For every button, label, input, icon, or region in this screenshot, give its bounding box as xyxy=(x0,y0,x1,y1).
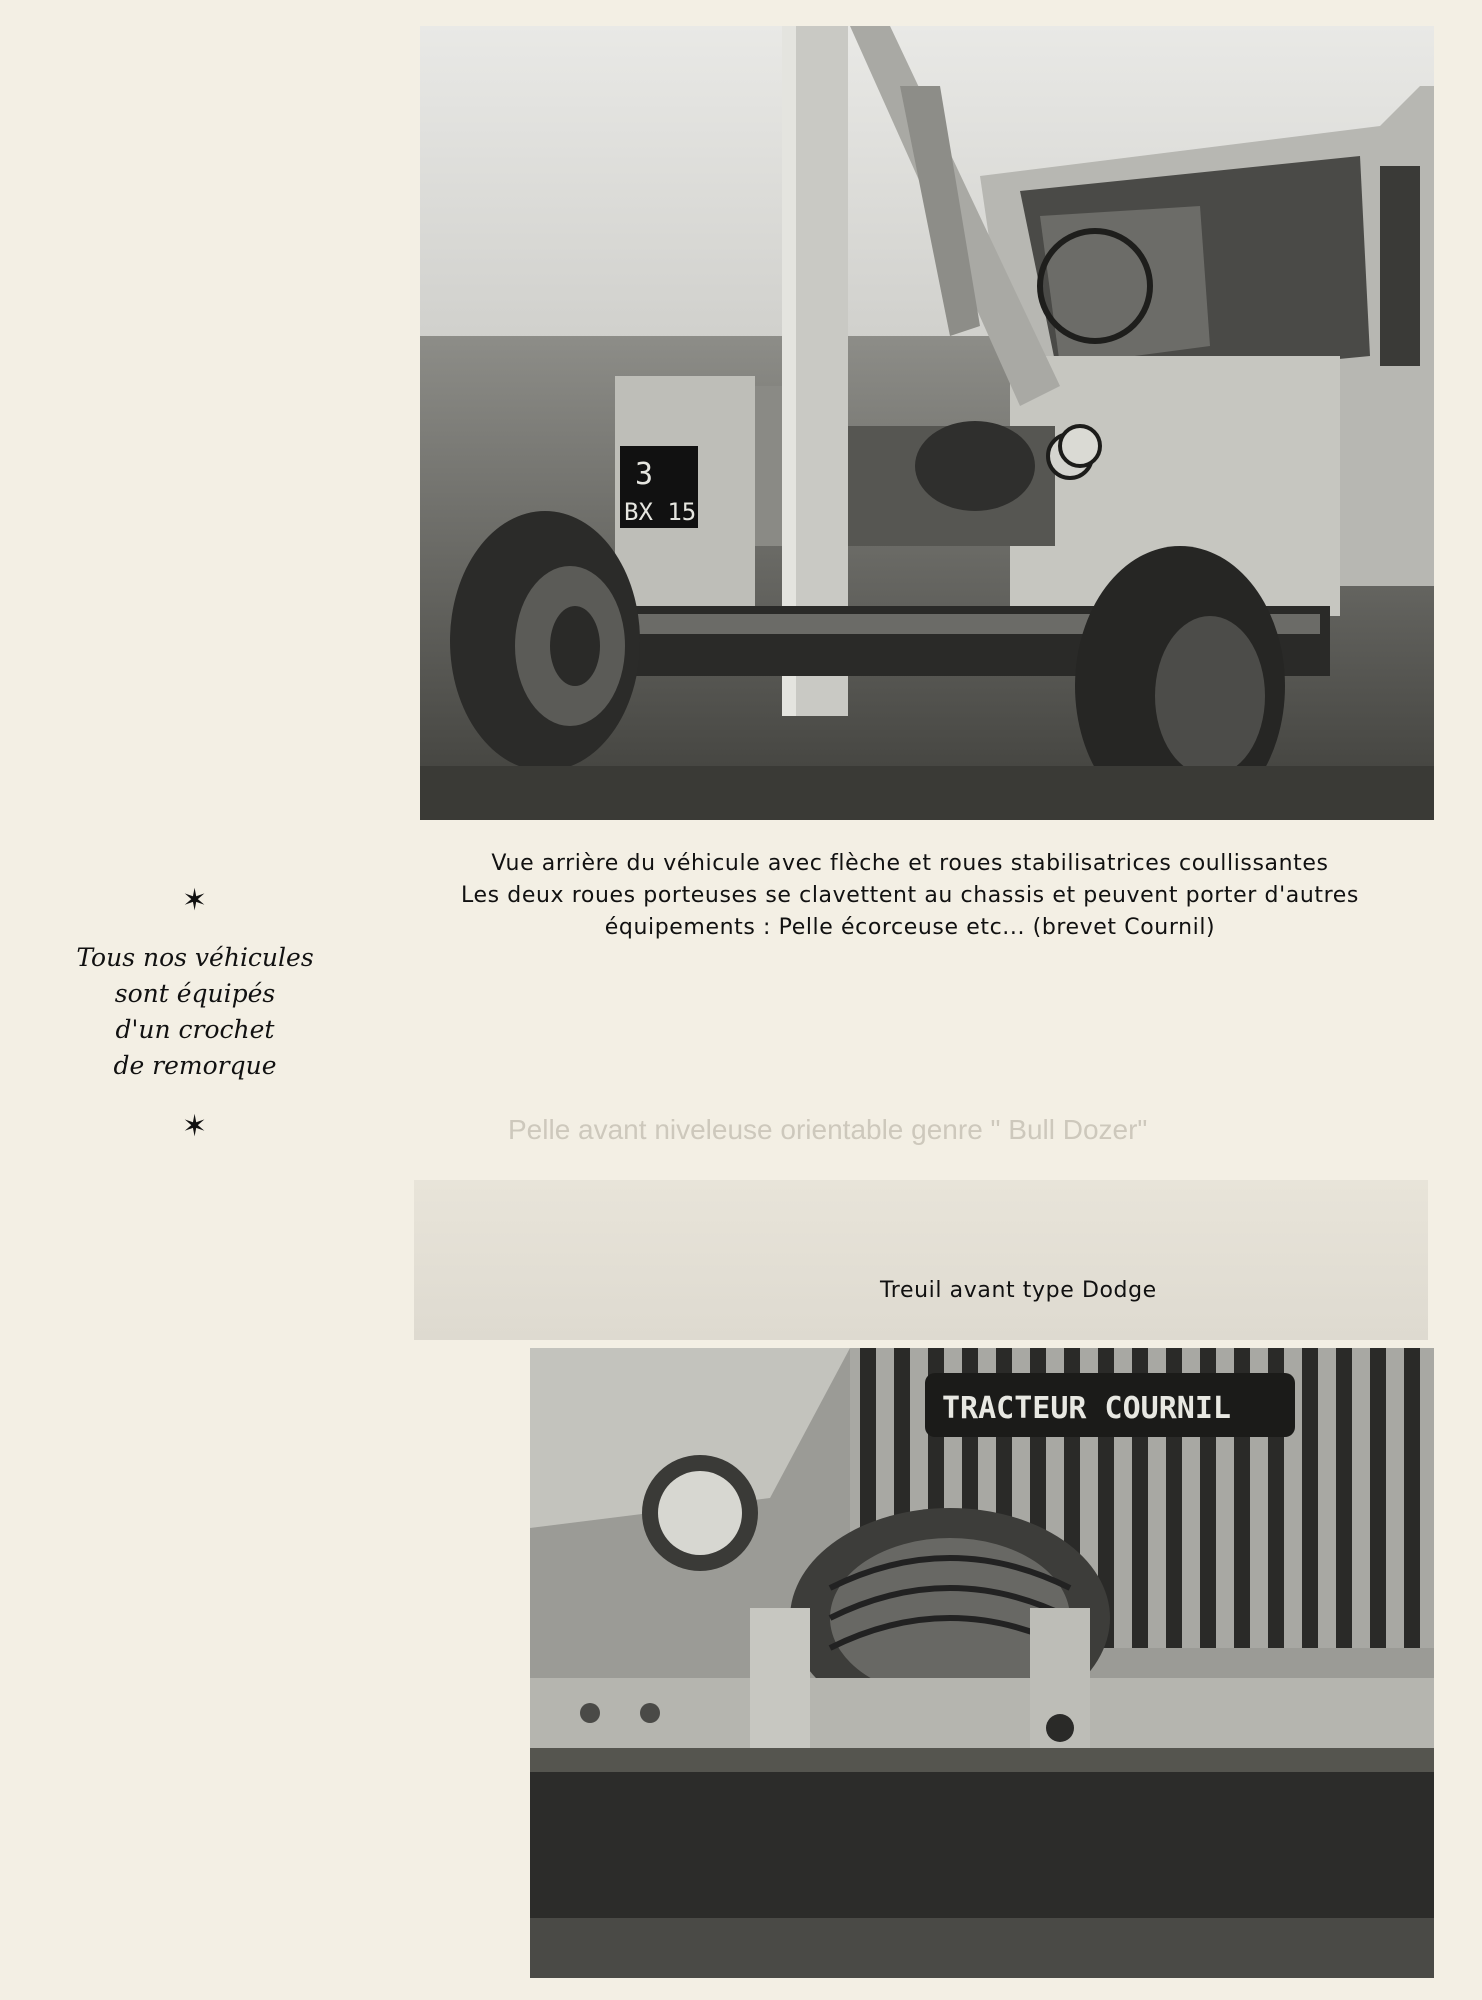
bottom-photo-illustration xyxy=(530,1348,1434,1978)
star-icon-bottom: ✶ xyxy=(182,1109,208,1144)
side-note-line-4: de remorque xyxy=(113,1051,277,1080)
nameplate-text: TRACTEUR COURNIL xyxy=(942,1391,1231,1426)
bottom-photo xyxy=(530,1348,1434,1978)
top-caption-line-3: équipements : Pelle écorceuse etc... (brevet Cournil) xyxy=(604,915,1216,940)
plate-text-1: 3 xyxy=(635,457,654,492)
side-note-line-2: sont équipés xyxy=(114,979,276,1008)
star-icon-top: ✶ xyxy=(182,883,208,918)
side-note xyxy=(40,940,350,1084)
ghost-heading: Pelle avant niveleuse orientable genre " Bull Dozer" xyxy=(508,1114,1148,1145)
side-note-line-1: Tous nos véhicules xyxy=(76,943,314,972)
top-photo-caption xyxy=(420,848,1400,944)
top-caption-line-2: Les deux roues porteuses se clavettent au chassis et peuvent porter d'autres xyxy=(461,883,1359,908)
top-photo xyxy=(420,26,1434,820)
top-caption-line-1: Vue arrière du véhicule avec flèche et roues stabilisatrices coullissantes xyxy=(491,851,1329,876)
plate-text-2: BX 15 xyxy=(624,498,697,526)
bottom-photo-caption: Treuil avant type Dodge xyxy=(880,1278,1157,1303)
top-photo-illustration xyxy=(420,26,1434,820)
ghost-photo xyxy=(414,1180,1428,1340)
side-note-line-3: d'un crochet xyxy=(115,1015,275,1044)
